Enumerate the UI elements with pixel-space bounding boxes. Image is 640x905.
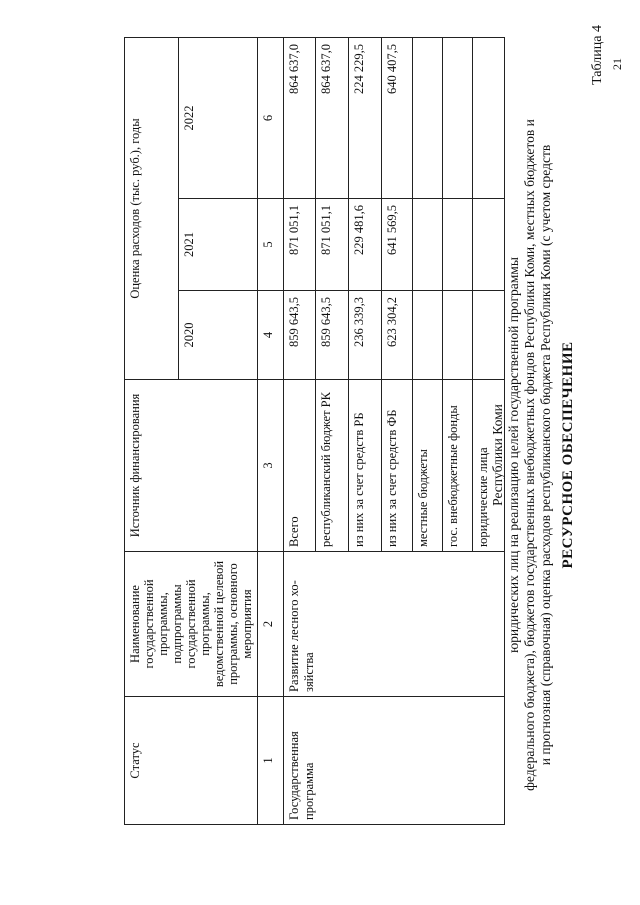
column-number: 4 xyxy=(258,291,284,380)
header-status: Статус xyxy=(125,697,258,825)
heading-line-1: и прогнозная (справочная) оценка расходов республиканского бюджета Республики Коми (с учетом средств xyxy=(538,144,553,766)
heading-line-3: юридических лиц на реализацию целей государственной программы xyxy=(506,257,521,653)
source-cell: из них за счет средств ФБ xyxy=(382,380,413,552)
table-label: Таблица 4 xyxy=(590,25,605,85)
program-name-line-2: зяйства xyxy=(302,652,316,692)
value-2022 xyxy=(473,37,505,198)
value-2020: 859 643,5 xyxy=(316,291,349,380)
status-cell: Государственная программа xyxy=(284,697,505,825)
value-2021 xyxy=(413,199,443,291)
header-year-2022: 2022 xyxy=(179,37,258,198)
column-number: 1 xyxy=(258,697,284,825)
program-name-line-1: Развитие лесного хо- xyxy=(287,580,301,692)
value-2021 xyxy=(443,199,473,291)
value-2020: 859 643,5 xyxy=(284,291,316,380)
table-row xyxy=(284,37,316,824)
source-cell: Всего xyxy=(284,380,316,552)
value-2020 xyxy=(443,291,473,380)
source-cell: из них за счет средств РБ xyxy=(349,380,382,552)
value-2022 xyxy=(443,37,473,198)
value-2021: 871 051,1 xyxy=(316,199,349,291)
value-2021: 641 569,5 xyxy=(382,199,413,291)
column-number: 6 xyxy=(258,37,284,198)
value-2020: 236 339,3 xyxy=(349,291,382,380)
heading-line-4: Республики Коми xyxy=(490,404,505,506)
column-number: 2 xyxy=(258,552,284,697)
value-2022: 640 407,5 xyxy=(382,37,413,198)
column-number-row xyxy=(258,37,284,824)
value-2020 xyxy=(413,291,443,380)
source-cell: юридические лица xyxy=(473,380,505,552)
source-cell: гос. внебюджетные фонды xyxy=(443,380,473,552)
header-name: Наименование государственной программы, подпрограммы государственной программы, ведомственной целевой программы, основного мероприятия xyxy=(125,552,258,697)
header-source: Источник финансирования xyxy=(125,380,258,552)
page-number: 21 xyxy=(610,58,624,70)
value-2021: 871 051,1 xyxy=(284,199,316,291)
value-2022 xyxy=(413,37,443,198)
program-name-cell xyxy=(284,552,505,697)
value-2022: 864 637,0 xyxy=(316,37,349,198)
source-cell: местные бюджеты xyxy=(413,380,443,552)
value-2021: 229 481,6 xyxy=(349,199,382,291)
heading-line-2: федерального бюджета), бюджетов государственных внебюджетных фондов Республики Коми, местных бюджетов и xyxy=(522,119,537,791)
source-cell: республиканский бюджет РК xyxy=(316,380,349,552)
document-title: РЕСУРСНОЕ ОБЕСПЕЧЕНИЕ xyxy=(560,341,576,569)
value-2022: 864 637,0 xyxy=(284,37,316,198)
column-number: 5 xyxy=(258,199,284,291)
value-2020: 623 304,2 xyxy=(382,291,413,380)
header-estimate: Оценка расходов (тыс. руб.), годы xyxy=(125,37,179,379)
value-2022: 224 229,5 xyxy=(349,37,382,198)
value-2020 xyxy=(473,291,505,380)
resource-table xyxy=(124,37,505,825)
header-year-2021: 2021 xyxy=(179,199,258,291)
value-2021 xyxy=(473,199,505,291)
column-number: 3 xyxy=(258,380,284,552)
header-year-2020: 2020 xyxy=(179,291,258,380)
header-row-1 xyxy=(125,37,179,824)
